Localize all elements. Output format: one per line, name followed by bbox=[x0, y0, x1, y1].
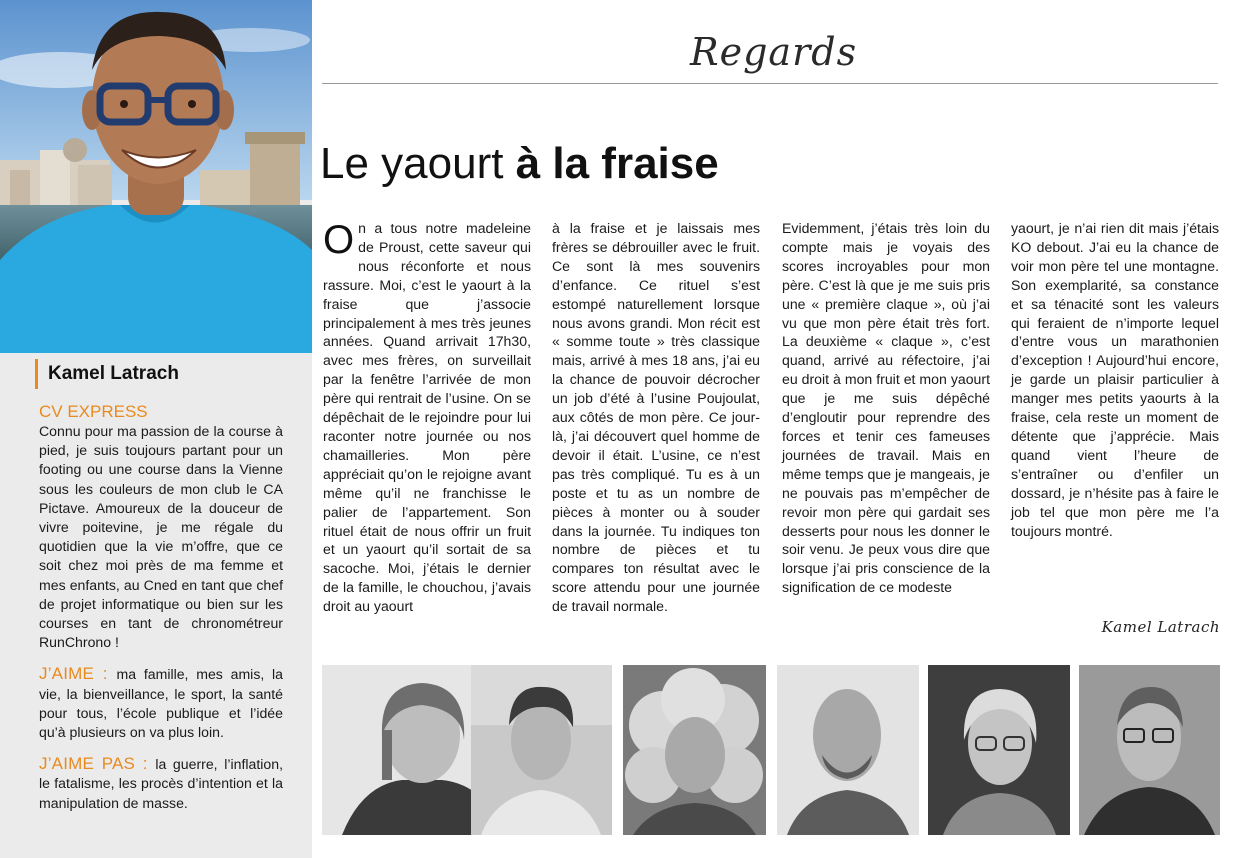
likes-block bbox=[39, 664, 283, 742]
photo-portrait-man-glasses bbox=[1079, 665, 1220, 835]
headline-bold: à la fraise bbox=[515, 139, 719, 188]
likes-paragraph bbox=[39, 664, 283, 742]
dislikes-block bbox=[39, 754, 283, 813]
photo-portrait-woman-glasses bbox=[928, 665, 1070, 835]
article-column-3: Evidemment, j’étais très loin du compte mais je voyais des scores incroyables pour mon père. C’est là que je me suis pris une « première claque », où j’ai vu que mon père était très fort. La deuxième « claque », c’est quand, arrivé au réfectoire, j’ai eu droit à mon fruit et mon yaourt que je me suis dépêché d’engloutir pour reprendre des forces et tenir ces fameuses journées de travail. Mais en même temps que je mangeais, je ne pouvais pas m’empêcher de revoir mon père qui gardait ses desserts pour nous les donner le soir venu. Je peux vous dire que lorsque j’ai pris conscience de la signification de ce modeste bbox=[782, 220, 990, 596]
likes-label: J’AIME : bbox=[39, 664, 117, 684]
dislikes-text: la guerre, l’inflation, le fatalisme, les procès d’intention et la manipulation de masse. bbox=[39, 756, 283, 811]
article-headline bbox=[320, 136, 719, 192]
header-divider bbox=[322, 83, 1218, 84]
author-portrait bbox=[0, 0, 312, 353]
headline-normal: Le yaourt bbox=[320, 139, 516, 188]
article-column-1 bbox=[323, 219, 531, 616]
author-sidebar bbox=[0, 0, 312, 858]
likes-text: ma famille, mes amis, la vie, la bienveillance, le sport, la santé pour tous, l’école publique et l’idée qu’à plusieurs on va plus loin. bbox=[39, 666, 284, 741]
article-column-2: à la fraise et je laissais mes frères se débrouiller avec le fruit. Ce sont là mes souvenirs d’enfance. Ce rituel s’est estompé naturellement lorsque nous avons grandi. Mon récit est « somme toute » très classique mais, arrivé à mes 18 ans, j’ai eu la chance de pouvoir décrocher un job d’été à l’usine Poujoulat, aux côtés de mon père. Ce jour-là, j’ai découvert quel homme de devoir il était. L’usine, ce n’est pas très compliqué. Tu es à un poste et tu as un nombre de pièces à monter ou à souder dans la journée. Tu indiques ton nombre de pièces et tu compares ton résultat avec le score attendu pour une journée de travail normale. bbox=[552, 220, 760, 615]
article-signature: Kamel Latrach bbox=[1101, 618, 1220, 636]
cv-express-block bbox=[39, 402, 283, 652]
photo-portrait-young-man bbox=[471, 665, 612, 835]
photo-portrait-woman-curly-hair bbox=[623, 665, 766, 835]
photo-portrait-bald-man bbox=[777, 665, 919, 835]
dislikes-paragraph bbox=[39, 754, 283, 813]
section-title: Regards bbox=[690, 30, 858, 74]
drop-cap: O bbox=[323, 218, 355, 262]
author-name: Kamel Latrach bbox=[35, 359, 179, 389]
cv-express-label: CV EXPRESS bbox=[39, 402, 148, 421]
article-column-4: yaourt, je n’ai rien dit mais j’étais KO debout. J’ai eu la chance de voir mon père tel une montagne. Son exemplarité, sa constance et sa ténacité sont les valeurs qui feraient de n’importe lequel d’entre vous un marathonien d’exception ! Aujourd’hui encore, je garde un plaisir particulier à manger mes petits yaourts à la fraise, cela reste un moment de détente que j’apprécie. Mais quand vient l’heure de s’entraîner ou d’enfiler un dossard, je n’hésite pas à faire le job tel que mon père me l’a toujours montré. bbox=[1011, 220, 1219, 539]
author-bio bbox=[39, 402, 283, 825]
cv-express-text: Connu pour ma passion de la course à pied, je suis toujours partant pour un footing ou une course dans la Vienne sous les couleurs de mon club le CA Pictave. Amoureux de la douceur de vivre poitevine, je me régale du quotidien que la vie m’offre, que ce soit chez moi près de ma femme et mes enfants, au Cned en tant que chef de projet informatique ou bien sur les courses en tant de chronométreur RunChrono ! bbox=[39, 423, 283, 651]
column-1-text: n a tous notre madeleine de Proust, cette saveur qui nous réconforte et nous rassure. Moi, c’est le yaourt à la fraise que j’associe principalement à mes très jeunes années. Quand arrivait 17h30, avec mes frères, on surveillait par la fenêtre l’arrivée de mon père qui rentrait de l’usine. On se dépêchait de le rejoindre pour lui raconter notre journée ou nos chamailleries. Mon père appréciait qu’on le rejoigne avant même qu’il ne franchisse le palier de l’appartement. Son rituel était de nous offrir un fruit et un yaourt qu’il sortait de sa sacoche. Moi, j’étais le dernier de la famille, le chouchou, j’avais droit au yaourt bbox=[323, 220, 531, 615]
dislikes-label: J’AIME PAS : bbox=[39, 754, 156, 774]
